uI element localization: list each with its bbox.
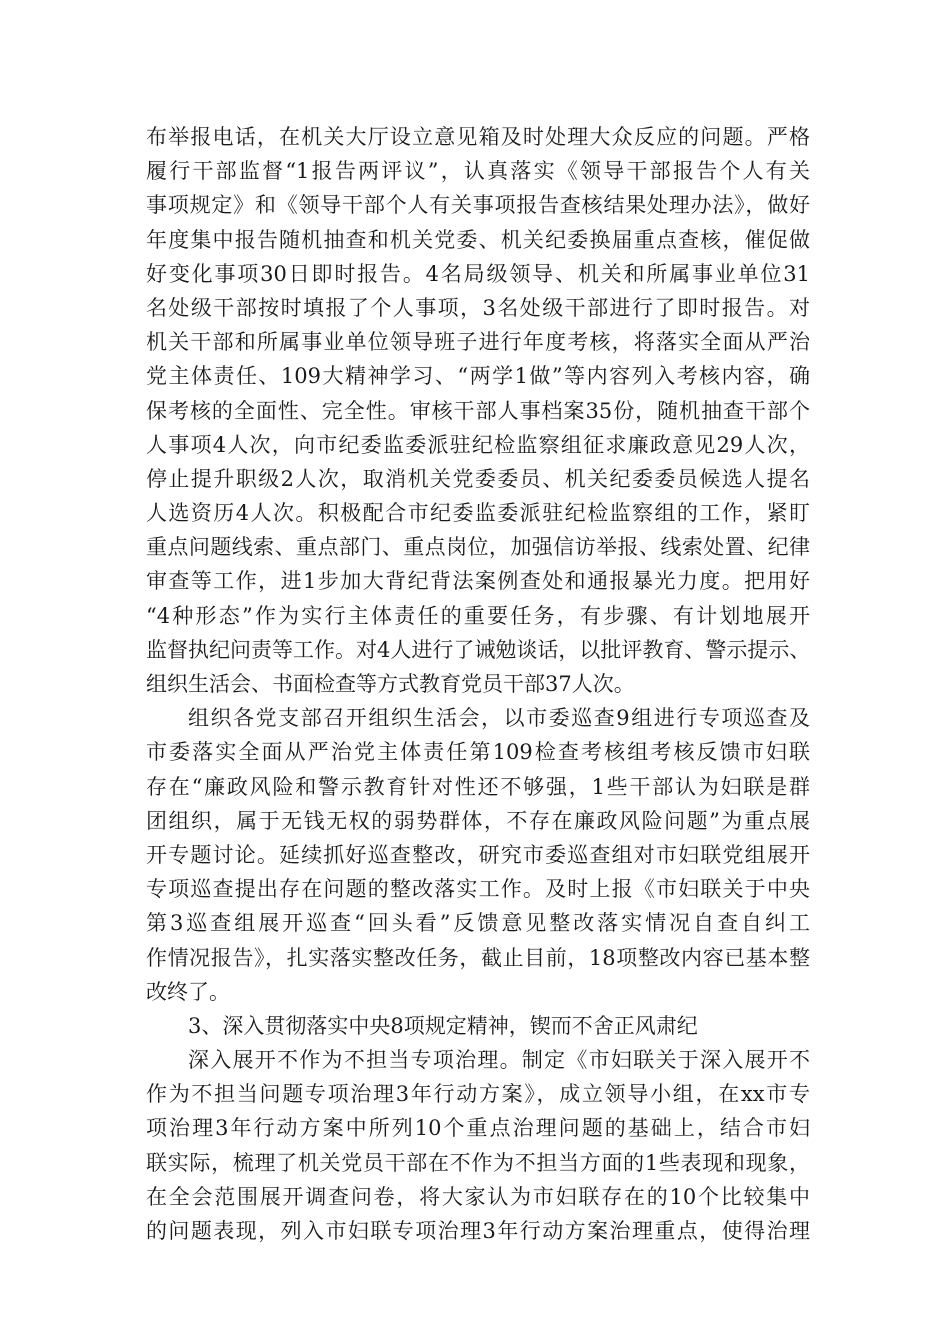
text-line: 人选资历4人次。积极配合市纪委监委派驻纪检监察组的工作，紧盯	[146, 501, 810, 526]
document-body	[146, 120, 810, 1248]
text-line: 开专题讨论。延续抓好巡查整改，研究市委巡查组对市妇联党组展开	[146, 842, 810, 867]
text-line: 存在“廉政风险和警示教育针对性还不够强，1些干部认为妇联是群	[146, 774, 810, 799]
text-line: 项治理3年行动方案中所列10个重点治理问题的基础上，结合市妇	[146, 1116, 810, 1141]
text-line: “4种形态”作为实行主体责任的重要任务，有步骤、有计划地展开	[146, 603, 810, 628]
text-line: 深入展开不作为不担当专项治理。制定《市妇联关于深入展开不	[188, 1048, 810, 1073]
paragraph	[146, 1043, 810, 1248]
text-line: 党主体责任、109大精神学习、“两学1做”等内容列入考核内容，确	[146, 364, 810, 389]
text-line: 布举报电话，在机关大厅设立意见箱及时处理大众反应的问题。严格	[146, 125, 810, 149]
text-line: 作情况报告》，扎实落实整改任务，截止目前，18项整改内容已基本整	[146, 945, 810, 970]
text-line: 组织各党支部召开组织生活会，以市委巡查9组进行专项巡查及	[188, 706, 810, 731]
text-line: 监督执纪问责等工作。对4人进行了诫勉谈话，以批评教育、警示提示、	[146, 637, 811, 662]
paragraph	[146, 1009, 810, 1043]
text-line: 保考核的全面性、完全性。审核干部人事档案35份，随机抽查干部个	[146, 398, 810, 423]
text-line: 联实际，梳理了机关党员干部在不作为不担当方面的1些表现和现象，	[146, 1150, 810, 1175]
text-line: 履行干部监督“1报告两评议”，认真落实《领导干部报告个人有关	[146, 159, 810, 184]
text-line: 市委落实全面从严治党主体责任第109检查考核组考核反馈市妇联	[146, 740, 810, 765]
text-line: 人事项4人次，向市纪委监委派驻纪检监察组征求廉政意见29人次，	[146, 432, 810, 457]
text-line: 事项规定》和《领导干部个人有关事项报告查核结果处理办法》，做好	[146, 193, 810, 218]
text-line: 审查等工作，进1步加大背纪背法案例查处和通报暴光力度。把用好	[146, 569, 810, 594]
text-line: 名处级干部按时填报了个人事项，3名处级干部进行了即时报告。对	[146, 295, 810, 320]
text-line: 好变化事项30日即时报告。4名局级领导、机关和所属事业单位31	[146, 261, 810, 286]
text-line: 改终了。	[146, 979, 230, 1004]
text-line: 的问题表现，列入市妇联专项治理3年行动方案治理重点，使得治理	[146, 1219, 810, 1243]
text-line: 3、深入贯彻落实中央8项规定精神，锲而不舍正风肃纪	[188, 1013, 698, 1038]
text-line: 专项巡查提出存在问题的整改落实工作。及时上报《市妇联关于中央	[146, 877, 810, 902]
text-line: 停止提升职级2人次，取消机关党委委员、机关纪委委员候选人提名	[146, 466, 810, 491]
paragraph	[146, 120, 810, 701]
text-line: 年度集中报告随机抽查和机关党委、机关纪委换届重点查核，催促做	[146, 227, 810, 252]
text-line: 机关干部和所属事业单位领导班子进行年度考核，将落实全面从严治	[146, 330, 810, 355]
text-line: 在全会范围展开调查问卷，将大家认为市妇联存在的10个比较集中	[146, 1184, 810, 1209]
text-line: 第3巡查组展开巡查“回头看”反馈意见整改落实情况自查自纠工	[146, 911, 810, 936]
text-line: 重点问题线索、重点部门、重点岗位，加强信访举报、线索处置、纪律	[146, 535, 810, 560]
text-line: 组织生活会、书面检查等方式教育党员干部37人次。	[146, 672, 635, 696]
text-line: 团组织，属于无钱无权的弱势群体，不存在廉政风险问题”为重点展	[146, 808, 810, 833]
text-line: 作为不担当问题专项治理3年行动方案》，成立领导小组，在xx市专	[146, 1082, 810, 1107]
paragraph	[146, 701, 810, 1009]
